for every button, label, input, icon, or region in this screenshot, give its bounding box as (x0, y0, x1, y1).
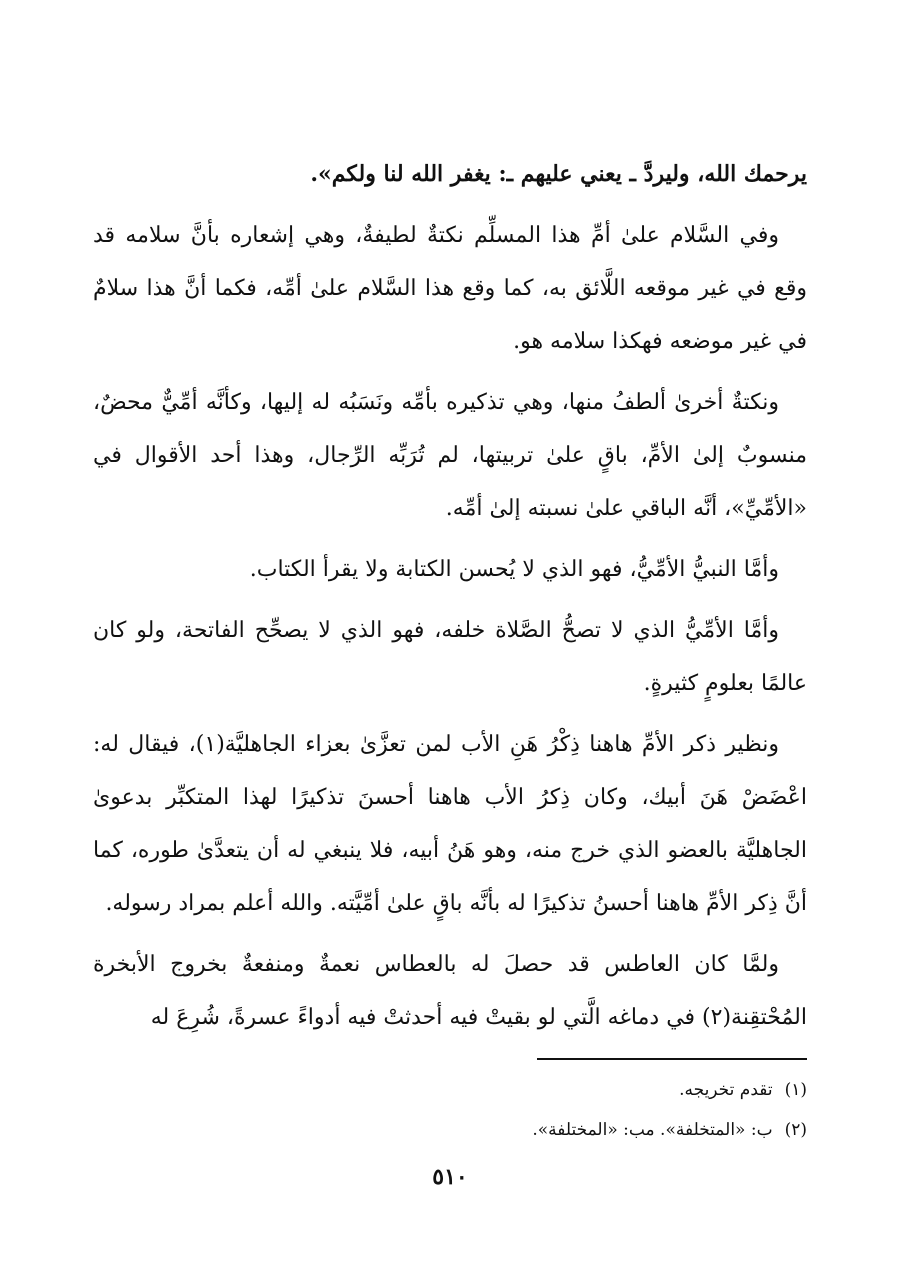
footnote-number: (١) (784, 1080, 807, 1100)
footnote-2 (93, 1110, 807, 1150)
paragraph-3: ونكتةٌ أخرىٰ ألطفُ منها، وهي تذكيره بأمِّه ونَسَبُه له إليها، وكأنَّه أمِّيٌّ محضٌ، منسوبٌ إلىٰ الأمِّ، باقٍ علىٰ تربيتها، لم تُرَبِّه الرِّجال، وهذا أحد الأقوال في «الأمِّيِّ»، أنَّه الباقي علىٰ نسبته إلىٰ أمِّه. (93, 390, 807, 521)
main-text (93, 148, 807, 1052)
footnotes (93, 1070, 807, 1150)
paragraph-2: وفي السَّلام علىٰ أمِّ هذا المسلِّم نكتةٌ لطيفةٌ، وهي إشعاره بأنَّ سلامه قد وقع في غير موقعه اللَّائق به، كما وقع هذا السَّلام علىٰ أمِّه، فكما أنَّ هذا سلامٌ في غير موضعه فهكذا سلامه هو. (93, 223, 807, 354)
paragraph-5: وأمَّا الأمِّيُّ الذي لا تصحُّ الصَّلاة خلفه، فهو الذي لا يصحِّح الفاتحة، ولو كان عالمًا بعلومٍ كثيرةٍ. (93, 618, 807, 696)
footnote-divider (537, 1058, 807, 1060)
footnote-text: ب: «المتخلفة». مب: «المختلفة». (532, 1120, 773, 1140)
paragraph-1: يرحمك الله، وليردَّ ـ يعني عليهم ـ: يغفر الله لنا ولكم». (310, 161, 807, 187)
paragraph-6: ونظير ذكر الأمِّ هاهنا ذِكْرُ هَنِ الأب لمن تعزَّىٰ بعزاء الجاهليَّة(١)، فيقال له: اعْضَضْ هَنَ أبيك، وكان ذِكرُ الأب هاهنا أحسنَ تذكيرًا لهذا المتكبِّر بدعوىٰ الجاهليَّة بالعضو الذي خرج منه، وهو هَنُ أبيه، فلا ينبغي له أن يتعدَّىٰ طوره، كما أنَّ ذِكر الأمِّ هاهنا أحسنُ تذكيرًا له بأنَّه باقٍ علىٰ أمِّيَّته. والله أعلم بمراد رسوله. (93, 732, 807, 916)
paragraph-7: ولمَّا كان العاطس قد حصلَ له بالعطاس نعمةٌ ومنفعةٌ بخروج الأبخرة المُحْتقِنة(٢) في دماغه الَّتي لو بقيتْ فيه أحدثتْ فيه أدواءً عسرةً، شُرِعَ له (93, 952, 807, 1030)
footnote-1 (93, 1070, 807, 1110)
paragraph-4: وأمَّا النبيُّ الأمِّيُّ، فهو الذي لا يُحسن الكتابة ولا يقرأ الكتاب. (249, 557, 779, 582)
footnote-text: تقدم تخريجه. (679, 1080, 773, 1100)
page-number: ٥١٠ (432, 1164, 468, 1190)
footnote-number: (٢) (784, 1120, 807, 1140)
